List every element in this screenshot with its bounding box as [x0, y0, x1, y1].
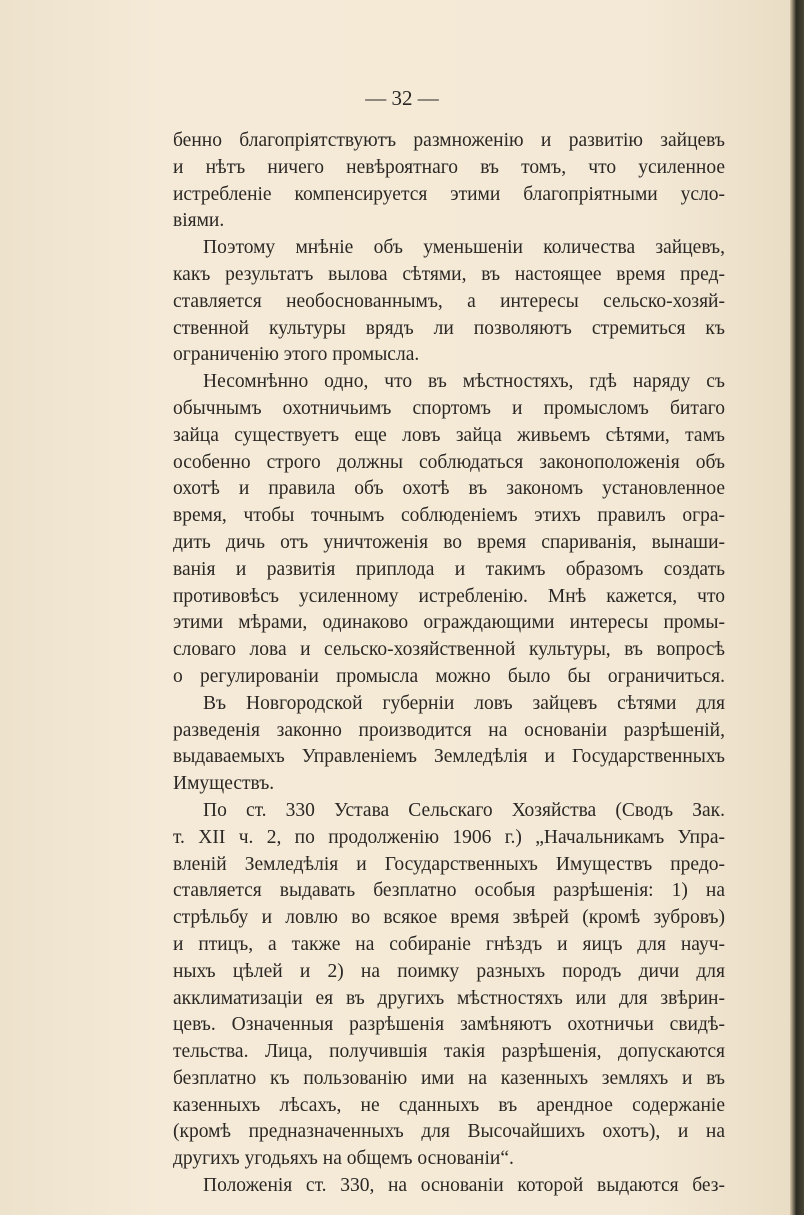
text-line: время, чтобы точнымъ соблюденіемъ этихъ правилъ огра-	[173, 505, 725, 527]
text-line: Положенія ст. 330, на основаніи которой выдаются без-	[203, 1175, 725, 1197]
text-line: бенно благопріятствуютъ размноженію и развитію зайцевъ	[173, 130, 725, 151]
text-line: и нѣтъ ничего невѣроятнаго въ томъ, что усиленное	[173, 156, 725, 178]
paragraph	[173, 798, 725, 1173]
text-line: противовѣсъ усиленному истребленію. Мнѣ кажется, что	[173, 585, 725, 607]
text-line: охотѣ и правила объ охотѣ въ закономъ установленное	[173, 478, 725, 500]
text-line: особенно строго должны соблюдаться законоположенія объ	[173, 451, 725, 473]
text-line: обычнымъ охотничьимъ спортомъ и промысломъ битаго	[173, 397, 725, 419]
text-line: выдаваемыхъ Управленіемъ Земледѣлія и Государственныхъ	[173, 746, 725, 768]
text-line: Несомнѣнно одно, что въ мѣстностяхъ, гдѣ наряду съ	[203, 371, 725, 393]
text-line: безплатно къ пользованію ими на казенныхъ земляхъ и въ	[173, 1067, 725, 1089]
text-line: стрѣльбу и ловлю во всякое время звѣрей (кромѣ зубровъ)	[173, 907, 725, 929]
text-line: ограниченію этого промысла.	[173, 344, 420, 366]
text-line: этими мѣрами, одинаково ограждающими интересы промы-	[173, 612, 725, 634]
text-line: казенныхъ лѣсахъ, не сданныхъ въ арендное содержаніе	[173, 1094, 725, 1116]
body-text	[173, 128, 725, 1200]
text-line: віями.	[173, 210, 225, 232]
text-line: ныхъ цѣлей и 2) на поимку разныхъ породъ дичи для	[173, 960, 725, 982]
text-line: ставляется необоснованнымъ, а интересы сельско-хозяй-	[173, 290, 725, 312]
text-line: ставляется выдавать безплатно особыя разрѣшенія: 1) на	[173, 880, 725, 902]
text-line: Имуществъ.	[173, 773, 275, 795]
text-line: ванія и развитія приплода и такимъ образомъ создать	[173, 558, 725, 580]
text-line: о регулированіи промысла можно было бы ограничиться.	[173, 665, 725, 687]
text-line: Поэтому мнѣніе объ уменьшеніи количества зайцевъ,	[203, 237, 725, 259]
page-number: — 32 —	[365, 86, 439, 110]
book-spine	[790, 0, 804, 1215]
text-line: истребленіе компенсируется этими благопріятными усло-	[173, 183, 725, 205]
text-line: ственной культуры врядъ ли позволяютъ стремиться къ	[173, 317, 725, 339]
text-line: (кромѣ предназначенныхъ для Высочайшихъ охотъ), и на	[173, 1121, 725, 1143]
text-line: дить дичь отъ уничтоженія во время спариванія, вынаши-	[173, 531, 725, 553]
text-line: словаго лова и сельско-хозяйственной культуры, въ вопросѣ	[173, 639, 725, 661]
paragraph	[173, 369, 725, 691]
text-line: какъ результатъ вылова сѣтями, въ настоящее время пред-	[173, 263, 725, 285]
paragraph	[173, 235, 725, 369]
paragraph	[173, 128, 725, 235]
text-line: т. XII ч. 2, по продолженію 1906 г.) „Начальникамъ Упра-	[173, 826, 725, 848]
paragraph	[173, 691, 725, 798]
text-line: тельства. Лица, получившія такія разрѣшенія, допускаются	[173, 1041, 725, 1063]
text-line: и птицъ, а также на собираніе гнѣздъ и яицъ для науч-	[173, 933, 725, 955]
text-line: По ст. 330 Устава Сельскаго Хозяйства (Сводъ Зак.	[203, 799, 725, 821]
text-line: зайца существуетъ еще ловъ зайца живьемъ сѣтями, тамъ	[173, 424, 725, 446]
text-line: акклиматизаціи ея въ другихъ мѣстностяхъ или для звѣрин-	[173, 987, 725, 1009]
paragraph	[173, 1173, 725, 1200]
text-line: Въ Новгородской губерніи ловъ зайцевъ сѣтями для	[203, 692, 725, 714]
text-line: вленій Земледѣлія и Государственныхъ Имуществъ предо-	[173, 853, 725, 875]
text-line: другихъ угодьяхъ на общемъ основаніи“.	[173, 1148, 514, 1170]
text-line: разведенія законно производится на основаніи разрѣшеній,	[173, 719, 725, 741]
text-line: цевъ. Означенныя разрѣшенія замѣняютъ охотничьи свидѣ-	[173, 1014, 725, 1036]
